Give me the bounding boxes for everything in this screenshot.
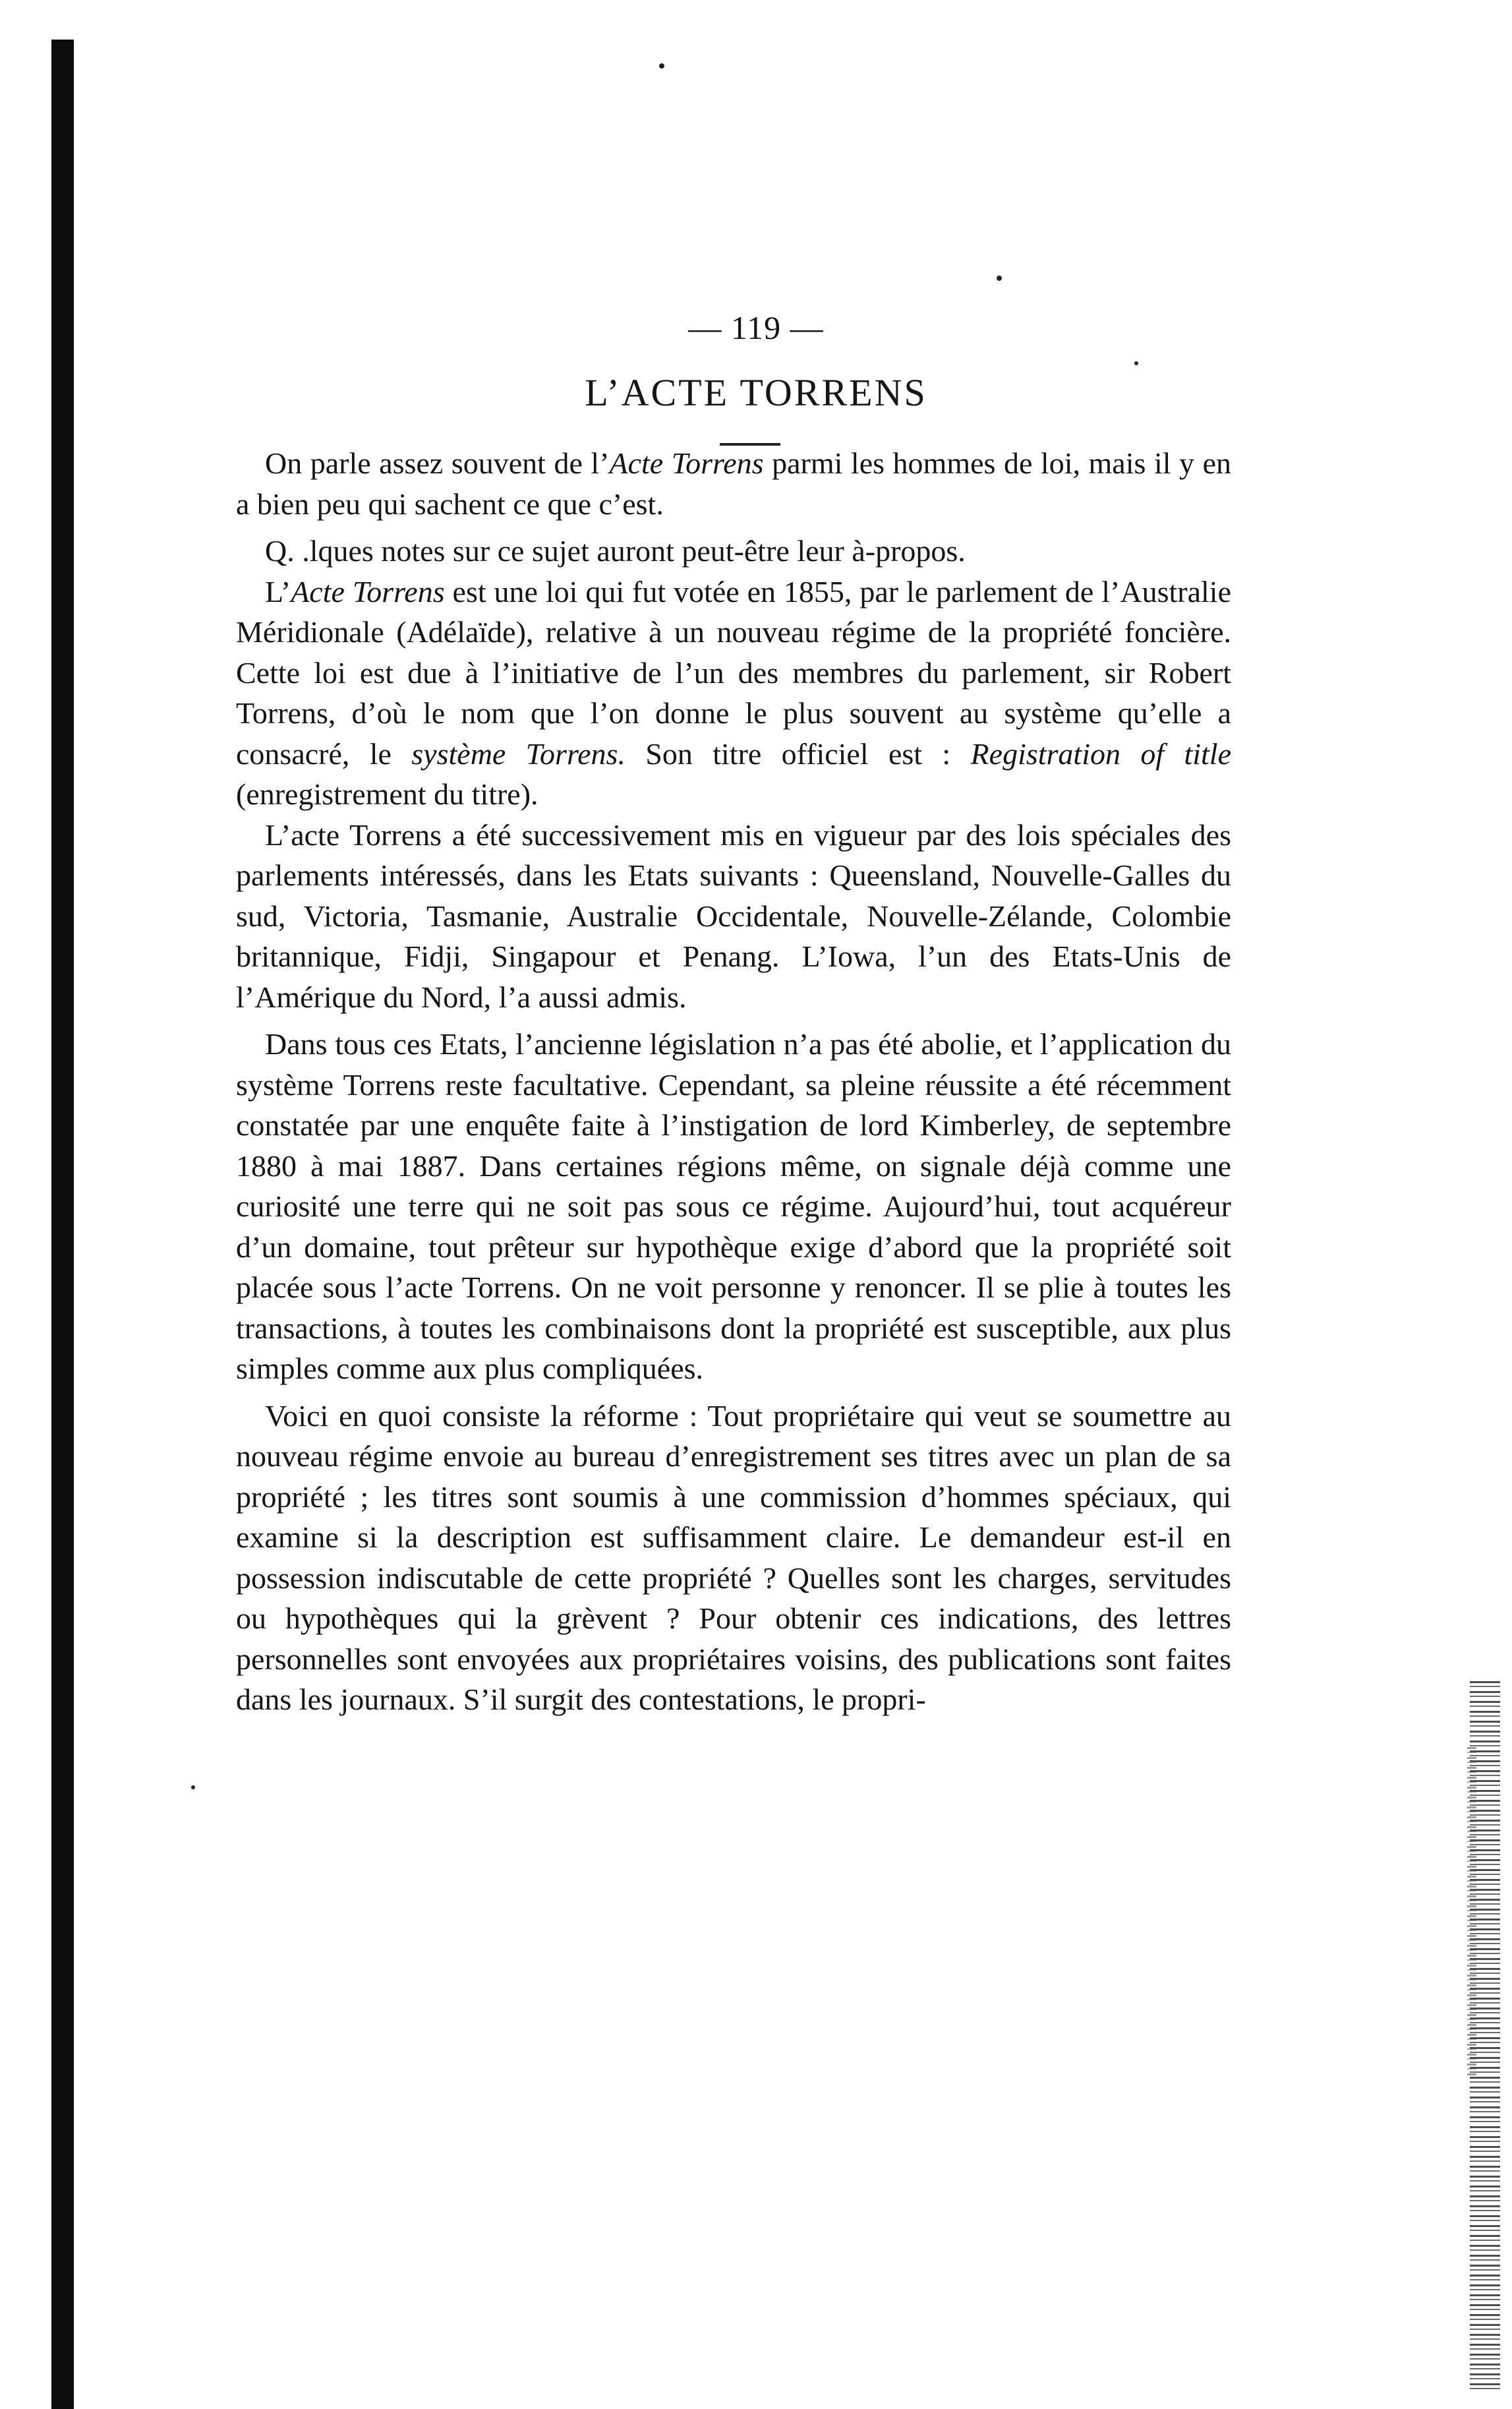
page-number: — 119 — — [688, 309, 824, 346]
speck — [659, 63, 664, 69]
text-run: L’ — [265, 574, 291, 609]
paragraph — [236, 1024, 1231, 1389]
speck — [191, 1785, 195, 1789]
italic-text: système Torrens. — [411, 736, 625, 771]
speck — [1134, 361, 1138, 365]
text-run: Voici en quoi consiste la réforme : Tout propriétaire qui veut se soumettre au nouveau régime envoie au bureau d’enregistrement ses titres avec un plan de sa propriété ; les titres sont soumis à une commission d’hommes spéciaux, qui examine si la description est suffisamment claire. Le demandeur est-il en possession indiscutable de cette propriété ? Quelles sont les charges, servitudes ou hypothèques qui la grèvent ? Pour obtenir ces indications, des lettres personnelles sont envoyées aux propriétaires voisins, des publications sont faites dans les journaux. S’il surgit des contestations, le propri- — [236, 1398, 1231, 1716]
italic-text: Acte Torrens — [291, 574, 445, 609]
text-run: parmi les hommes de loi, mais il y en a bien peu qui sachent ce que c’est. — [236, 446, 1231, 521]
text-run: Son titre officiel est : — [625, 736, 971, 771]
italic-text: Acte Torrens — [609, 446, 764, 480]
paragraph — [236, 443, 1231, 524]
paragraph — [236, 572, 1231, 815]
chapter-title: L’ACTE TORRENS — [585, 371, 927, 414]
speck — [997, 276, 1002, 281]
text-run: L’acte Torrens a été successivement mis en vigueur par des lois spéciales des parlements intéressés, dans les Etats suivants : Queensland, Nouvelle-Galles du sud, Victoria, Tasmanie, Australie Occidentale, Nouvelle-Zélande, Colombie britannique, Fidji, Singapour et Penang. L’Iowa, l’un des Etats-Unis de l’Amérique du Nord, l’a aussi admis. — [236, 818, 1231, 1014]
paragraph — [236, 531, 1231, 572]
body-text — [236, 443, 1231, 1720]
text-run: Q. .lques notes sur ce sujet auront peut-être leur à-propos. — [265, 534, 966, 568]
text-run: On parle assez souvent de l’ — [265, 446, 610, 480]
paragraph — [236, 815, 1231, 1018]
paragraph — [236, 1396, 1231, 1720]
page-edge-speckle-faint — [1467, 1747, 1476, 2077]
italic-text: Registration of title — [970, 736, 1231, 771]
text-run: (enregistrement du titre). — [236, 777, 538, 811]
text-run: est une loi qui fut votée en 1855, par le parlement de l’Australie Méridionale (Adélaïde), relative à un nouveau régime de la propriété foncière. Cette loi est due à l’initiative de l’un des membres du parlement, sir Robert Torrens, d’où le nom que l’on donne le plus souvent au système qu’elle a consacré, le — [236, 574, 1231, 771]
text-run: Dans tous ces Etats, l’ancienne législation n’a pas été abolie, et l’application du système Torrens reste facultative. Cependant, sa pleine réussite a été récemment constatée par une enquête faite à l’instigation de lord Kimberley, de septembre 1880 à mai 1887. Dans certaines régions même, on signale déjà comme une curiosité une terre qui ne soit pas sous ce régime. Aujourd’hui, tout acquéreur d’un domaine, tout prêteur sur hypothèque exige d’abord que la propriété soit placée sous l’acte Torrens. On ne voit personne y renoncer. Il se plie à toutes les transactions, à toutes les combinaisons dont la propriété est susceptible, aux plus simples comme aux plus compliquées. — [236, 1027, 1231, 1385]
